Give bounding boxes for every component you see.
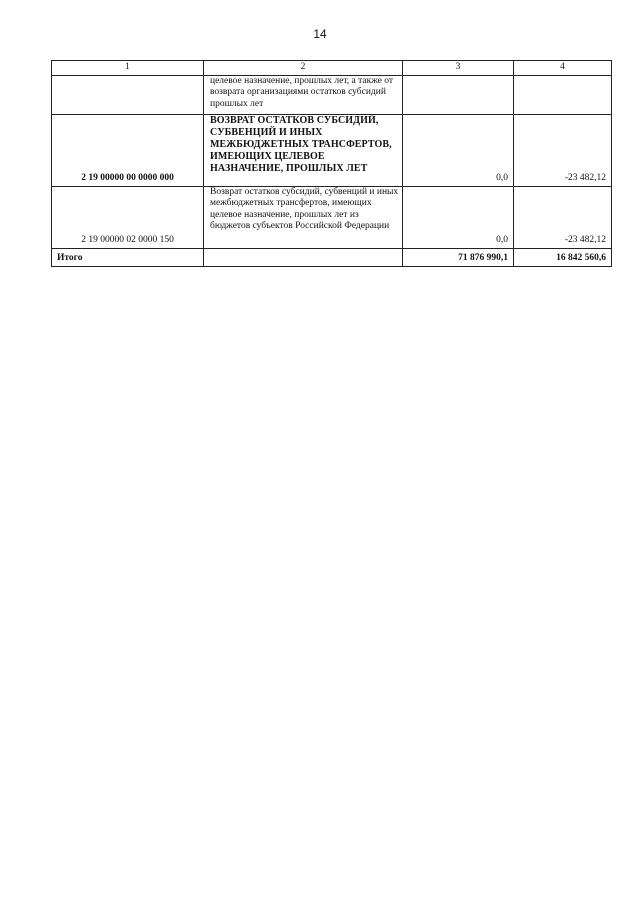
total-value-col3: 71 876 990,1 [403,248,514,266]
total-label: Итого [52,248,204,266]
table-row [52,186,612,248]
header-col-2: 2 [204,61,403,76]
total-description-empty [204,248,403,266]
row-value-col3: 0,0 [403,186,514,248]
row-code [52,75,204,114]
page-number: 14 [313,27,327,41]
row-code: 2 19 00000 00 0000 000 [52,114,204,186]
total-value-col4: 16 842 560,6 [514,248,612,266]
row-value-col4 [514,75,612,114]
row-description: целевое назначение, прошлых лет, а также от возврата организациями остатков субсидий прошлых лет [204,75,403,114]
table-row [52,114,612,186]
total-row [52,248,612,266]
row-value-col4: -23 482,12 [514,114,612,186]
row-value-col3 [403,75,514,114]
header-col-3: 3 [403,61,514,76]
table-header-row [52,61,612,76]
budget-table [51,60,612,267]
table-row [52,75,612,114]
row-value-col3: 0,0 [403,114,514,186]
header-col-4: 4 [514,61,612,76]
row-description: Возврат остатков субсидий, субвенций и иных межбюджетных трансфертов, имеющих целевое назначение, прошлых лет из бюджетов субъектов Российской Федерации [204,186,403,248]
row-value-col4: -23 482,12 [514,186,612,248]
row-code: 2 19 00000 02 0000 150 [52,186,204,248]
row-description: ВОЗВРАТ ОСТАТКОВ СУБСИДИЙ, СУБВЕНЦИЙ И ИНЫХ МЕЖБЮДЖЕТНЫХ ТРАНСФЕРТОВ, ИМЕЮЩИХ ЦЕЛЕВОЕ НАЗНАЧЕНИЕ, ПРОШЛЫХ ЛЕТ [204,114,403,186]
header-col-1: 1 [52,61,204,76]
